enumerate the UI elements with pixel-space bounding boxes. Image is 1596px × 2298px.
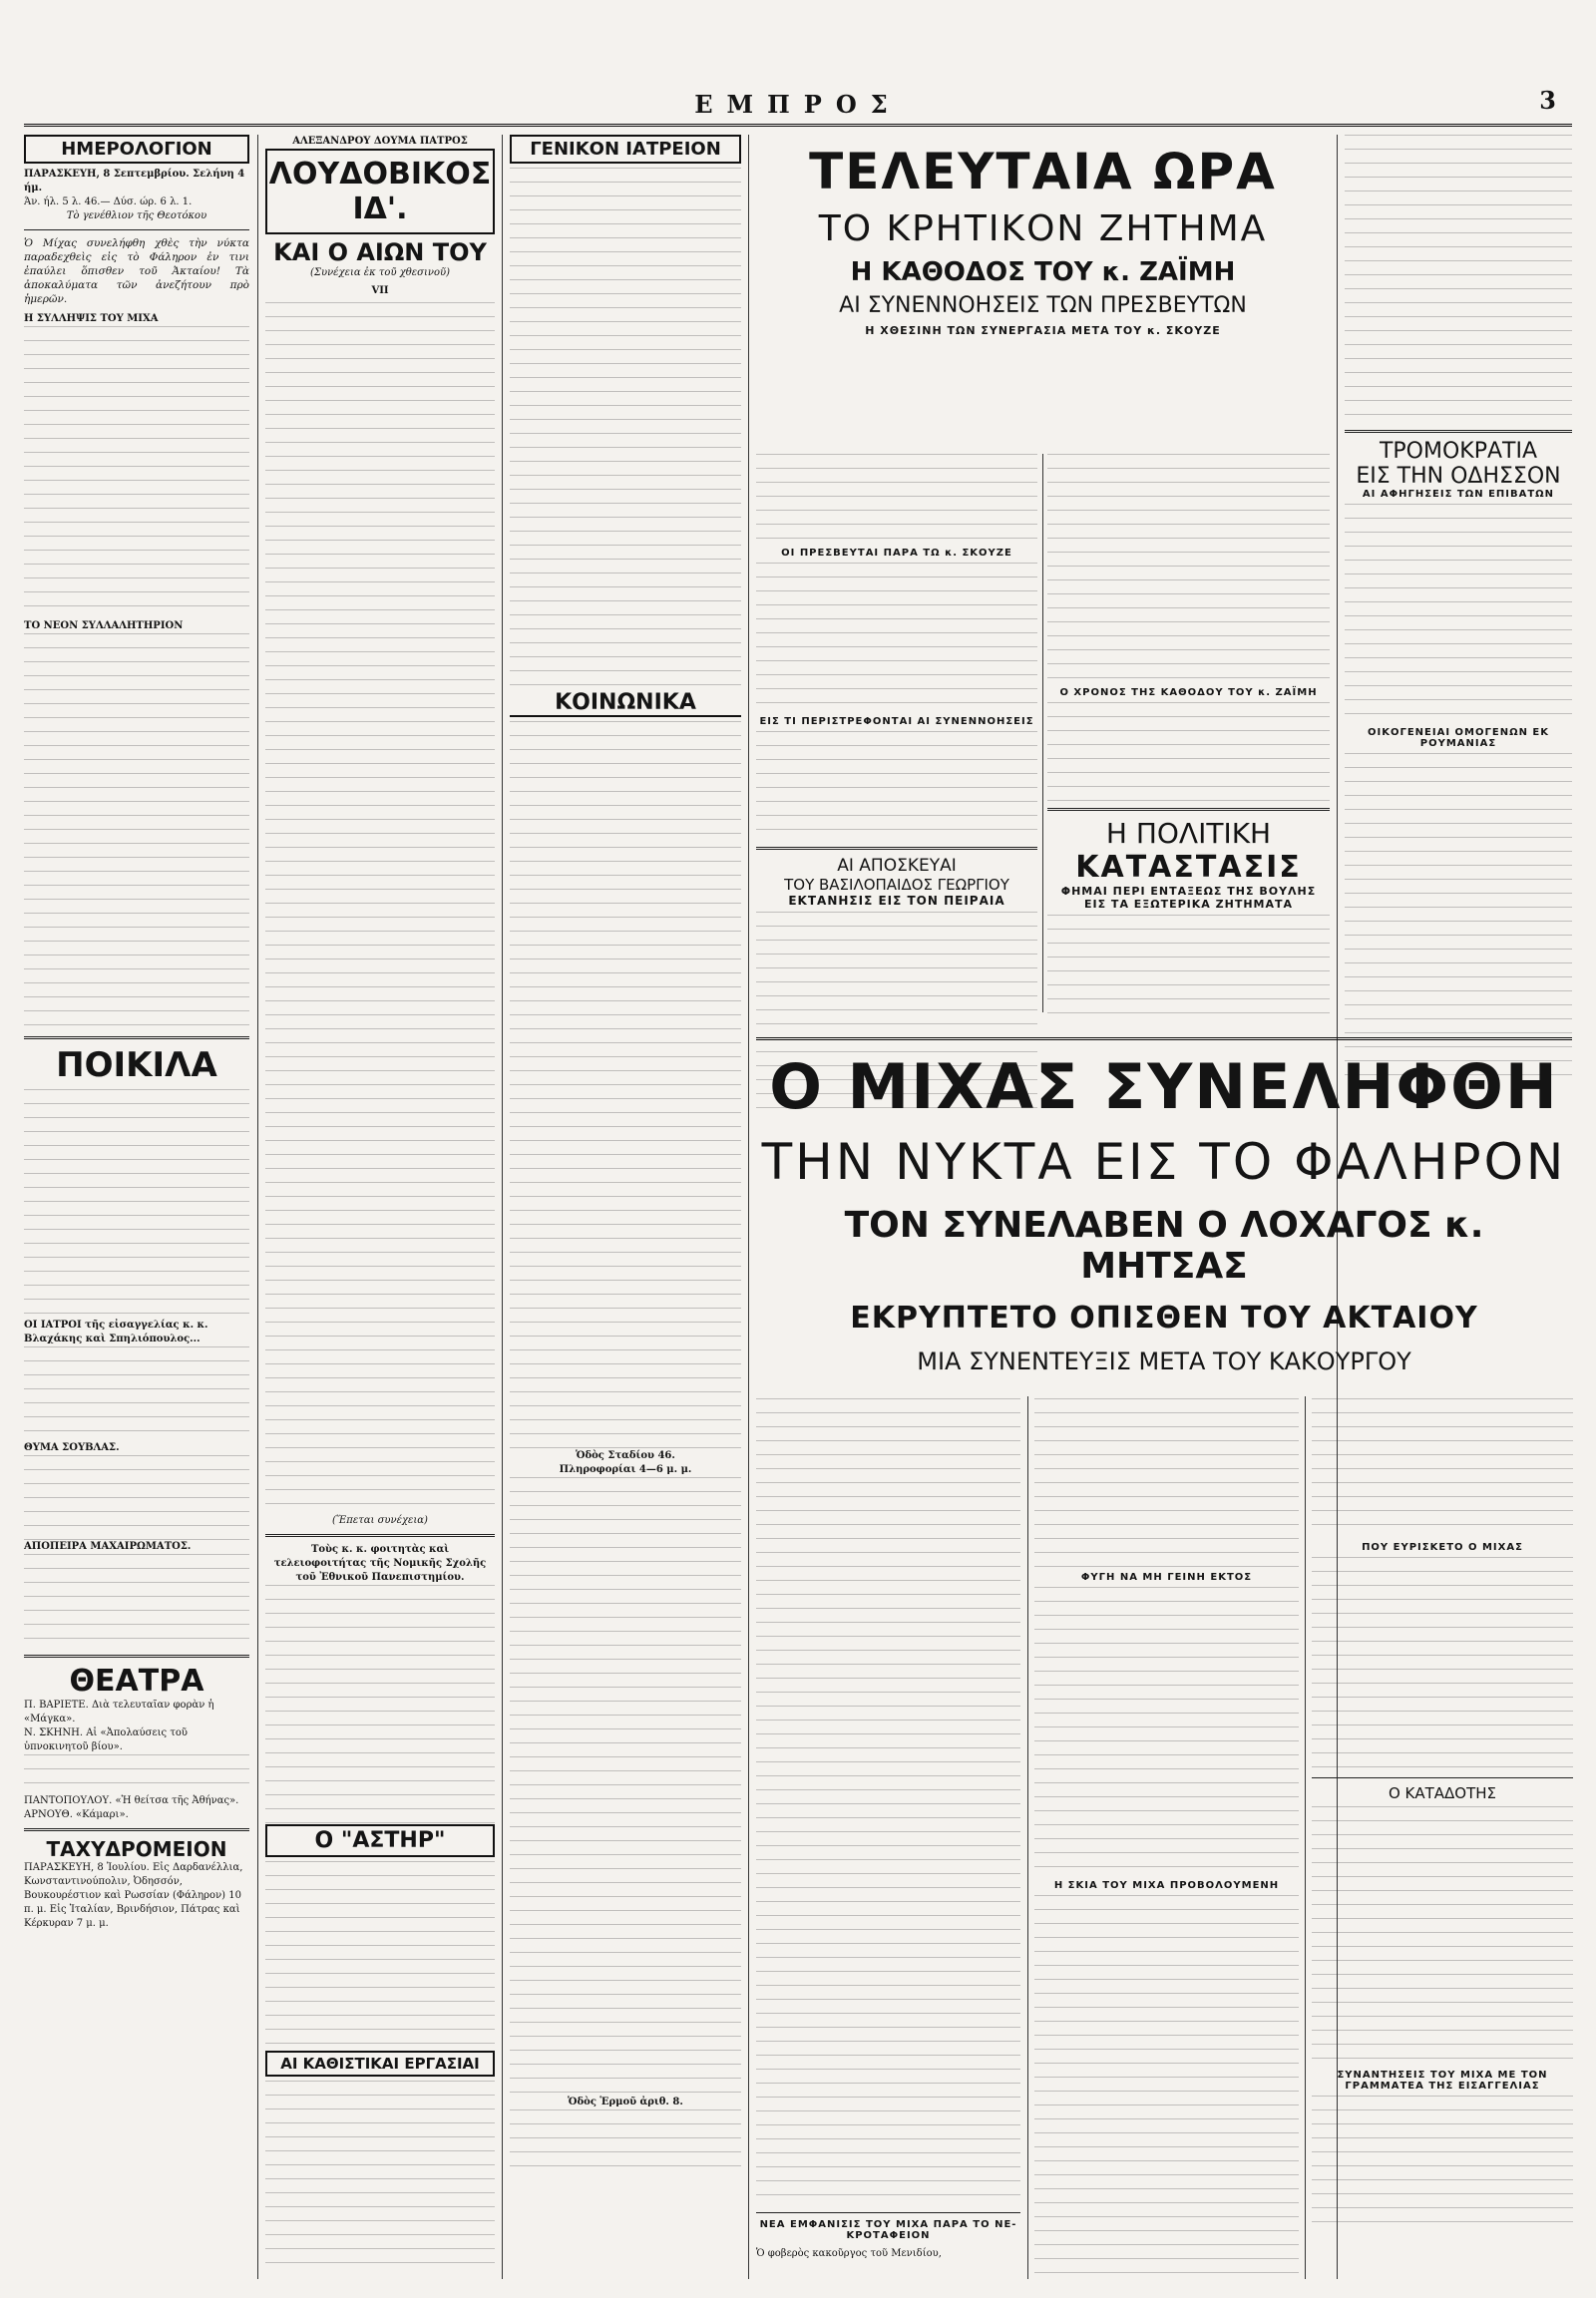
article-text xyxy=(1312,1806,1573,2066)
article-text xyxy=(265,2081,495,2270)
katastasis-headline: ΚΑΤΑΣΤΑΣΙΣ xyxy=(1075,850,1302,885)
article-text xyxy=(265,1585,495,1824)
nea-emfanisis-subhead: ΝΕΑ ΕΜΦΑΝΙΣΙΣ ΤΟΥ ΜΙΧΑ ΠΑΡΑ ΤΟ ΝΕ- ΚΡΟΤΑΦΕΙΟΝ xyxy=(759,2219,1017,2241)
theatra-header: ΘΕΑΤΡΑ xyxy=(69,1664,204,1699)
article-text xyxy=(1345,504,1572,723)
article-text xyxy=(510,168,741,686)
column-arrest-2 xyxy=(1034,1398,1299,2276)
students-notice: Τοὺς κ. κ. φοιτητὰς καὶ τελειοφοιτήτας τῆς Νομικῆς Σχολῆς τοῦ Ἐθνικοῦ Πανεπιστημίου. xyxy=(273,1544,487,1583)
theatre-item: Π. ΒΑΡΙΕΤΕ. Διὰ τελευταῖαν φορὰν ἡ «Μάγκα». xyxy=(24,1700,214,1724)
side-label-rally: ΤΟ ΝΕΟΝ ΣΥΛΛΑΛΗΤΗΡΙΟΝ xyxy=(24,620,184,631)
doctors-note: ΟΙ ΙΑΤΡΟΙ τῆς εἰσαγγελίας κ. κ. Βλαχάκης καὶ Σπηλιόπουλος... xyxy=(24,1320,208,1344)
article-text xyxy=(756,563,1037,712)
divider xyxy=(24,229,249,230)
serial-continued: (Ἕπεται συνέχεια) xyxy=(332,1515,428,1526)
article-text xyxy=(510,1477,741,2096)
calendar-sun: Άν. ήλ. 5 λ. 46.— Δύσ. ώρ. 6 λ. 1. xyxy=(24,196,193,207)
aster-header: Ο "ΑΣΤΗΡ" xyxy=(265,1824,495,1857)
article-text xyxy=(756,1398,1020,2206)
fygh-subhead: ΦΥΓΗ ΝΑ ΜΗ ΓΕΙΝΗ ΕΚΤΟΣ xyxy=(1080,1572,1253,1583)
article-text xyxy=(756,731,1037,841)
kritiko-headline: ΤΟ ΚΡΗΤΙΚΟΝ ΖΗΤΗΜΑ xyxy=(818,208,1268,249)
article-text xyxy=(510,721,741,1449)
divider xyxy=(265,1534,495,1537)
article-text xyxy=(1034,1398,1299,1568)
article-text xyxy=(1345,135,1572,424)
masthead xyxy=(0,0,1596,150)
ekfortosis-subhead: ΕΚΤΑΝΗΣΙΣ ΕΙΣ ΤΟΝ ΠΕΙΡΑΙΑ xyxy=(788,894,1005,908)
serial-title: ΛΟΥΔΟΒΙΚΟΣ ΙΔ'. xyxy=(265,149,495,234)
article-text xyxy=(1047,702,1330,802)
synantiseis-subhead: ΣΥΝΑΝΤΗΣΕΙΣ ΤΟΥ ΜΙΧΑ ΜΕ ΤΟΝ ΓΡΑΜΜΑΤΕΑ ΤΗΣ ΕΙΣΑΓΓΕΛΙΑΣ xyxy=(1337,2070,1548,2092)
serial-text xyxy=(265,302,495,1514)
article-text xyxy=(1312,1398,1573,1538)
column-politiki xyxy=(1047,454,1330,1032)
article-text xyxy=(24,1554,249,1649)
presveftes-subhead: ΟΙ ΠΡΕΣΒΕΥΤΑΙ ΠΑΡΑ ΤΩ κ. ΣΚΟΥΖΕ xyxy=(781,548,1012,559)
politiki-headline: Η ΠΟΛΙΤΙΚΗ xyxy=(1105,817,1272,850)
synergasia-subhead: Η ΧΘΕΣΙΝΗ ΤΩΝ ΣΥΝΕΡΓΑΣΙΑ ΜΕΤΑ ΤΟΥ κ. ΣΚΟΥΖΕ xyxy=(865,324,1221,337)
article-text xyxy=(265,1861,495,2051)
oikogeneiai-subhead: ΟΙΚΟΓΕΝΕΙΑΙ ΟΜΟΓΕΝΩΝ ΕΚ ΡΟΥΜΑΝΙΑΣ xyxy=(1368,727,1549,749)
column-rule xyxy=(748,135,749,2279)
thyma-heading: ΘΥΜΑ ΣΟΥΒΛΑΣ. xyxy=(24,1442,120,1453)
apopeira-heading: ΑΠΟΠΕΙΡΑ ΜΑΧΑΙΡΩΜΑΤΟΣ. xyxy=(24,1541,192,1552)
divider xyxy=(1312,1777,1573,1778)
column-rule xyxy=(502,135,503,2279)
teleftaia-ora-headline: ΤΕΛΕΥΤΑΙΑ ΩΡΑ xyxy=(809,143,1277,200)
theatre-item: Ν. ΣΚΗΝΗ. Αἱ «Ἀπολαύσεις τοῦ ὑπνοκινητοῦ βίου». xyxy=(24,1727,188,1752)
koinonika-header: ΚΟΙΝΩΝΙΚΑ xyxy=(510,690,741,717)
article-text xyxy=(756,454,1037,544)
article-text xyxy=(1312,2096,1573,2225)
katadotis-headline: Ο ΚΑΤΑΔΟΤΗΣ xyxy=(1388,1784,1497,1802)
aposkevai-headline: ΑΙ ΑΠΟΣΚΕΥΑΙ xyxy=(837,856,957,876)
banner-line4: ΕΚΡΥΠΤΕΤΟ ΟΠΙΣΘΕΝ ΤΟΥ ΑΚΤΑΙΟΥ xyxy=(850,1301,1478,1336)
page-number: 3 xyxy=(1539,86,1556,115)
afigiseis-subhead: ΑΙ ΑΦΗΓΗΣΕΙΣ ΤΩΝ ΕΠΙΒΑΤΩΝ xyxy=(1362,489,1555,500)
article-text xyxy=(1047,915,1330,1024)
theatre-item: ΠΑΝΤΟΠΟΥΛΟΥ. «Ἡ θείτσα τῆς Ἀθήνας». xyxy=(24,1795,239,1806)
column-arrest-1 xyxy=(756,1398,1020,2276)
divider xyxy=(24,1036,249,1039)
banner-line1: Ο ΜΙΧΑΣ ΣΥΝΕΛΗΦΘΗ xyxy=(769,1050,1559,1123)
vasilopaidos-headline: ΤΟΥ ΒΑΣΙΛΟΠΑΙΔΟΣ ΓΕΩΡΓΙΟΥ xyxy=(784,876,1009,894)
postal-schedule: ΠΑΡΑΣΚΕΥΗ, 8 Ἰουλίου. Εἰς Δαρδανέλλια, Κωνσταντινούπολιν, Ὀδησσόν, Βουκουρέστιον καὶ Ρωσσίαν (Φάληρον) 10 π. μ. Εἰς Ἰταλίαν, Βρινδήσιον, Πάτρας καὶ Κέρκυραν 7 μ. μ. xyxy=(24,1862,243,1929)
fimai-subhead: ΦΗΜΑΙ ΠΕΡΙ ΕΝΤΑΞΕΩΣ ΤΗΣ ΒΟΥΛΗΣ xyxy=(1060,885,1317,898)
article-text xyxy=(510,2109,741,2179)
serial-sequel-note: (Συνέχεια ἐκ τοῦ χθεσινοῦ) xyxy=(310,267,450,278)
tromokratia-headline: ΤΡΟΜΟΚΡΑΤΙΑ xyxy=(1379,439,1538,464)
column-iatreion xyxy=(510,135,741,2279)
column-rule xyxy=(1027,1396,1028,2279)
article-text xyxy=(1034,1587,1299,1876)
column-serial xyxy=(265,135,495,2279)
michas-banner xyxy=(756,1037,1572,1399)
serial-chapter: VII xyxy=(371,285,389,296)
ermou-address: Ὁδὸς Ἑρμοῦ ἀριθ. 8. xyxy=(568,2097,683,2107)
article-text xyxy=(1047,454,1330,683)
divider xyxy=(756,847,1037,850)
side-label-arrest: Η ΣΥΛΛΗΨΙΣ ΤΟΥ ΜΙΧΑ xyxy=(24,313,159,324)
poikila-header: ΠΟΙΚΙΛΑ xyxy=(56,1045,217,1085)
pou-evrisketo-subhead: ΠΟΥ ΕΥΡΙΣΚΕΤΟ Ο ΜΙΧΑΣ xyxy=(1362,1542,1523,1553)
peristrefontai-subhead: ΕΙΣ ΤΙ ΠΕΡΙΣΤΡΕΦΟΝΤΑΙ ΑΙ ΣΥΝΕΝΝΟΗΣΕΙΣ xyxy=(759,716,1034,727)
column-calendar xyxy=(24,135,249,2279)
intro-text: Ὁ Μίχας συνελήφθη χθὲς τὴν νύκτα παραδεχθεὶς εἰς τὸ Φάληρον ἐν τινι ἐπαύλει ὅπισθεν τοῦ Ἀκταίου! Τὰ ἀποκαλύματα τῶν ἀνεζήτουν πρὸ ἡμερῶν. xyxy=(24,237,249,305)
theatre-item: ΑΡΝΟΥΘ. «Κάμαρι». xyxy=(24,1809,129,1820)
divider xyxy=(1345,430,1572,433)
column-rule xyxy=(1042,454,1043,1012)
kathodos-headline: Η ΚΑΘΟΔΟΣ ΤΟΥ κ. ΖΑΪΜΗ xyxy=(850,257,1236,287)
article-text xyxy=(24,326,249,615)
column-tromokratia xyxy=(1345,135,1572,1082)
exoterika-subhead: ΕΙΣ ΤΑ ΕΞΩΤΕΡΙΚΑ ΖΗΤΗΜΑΤΑ xyxy=(1083,898,1294,911)
calendar-feast: Τὸ γενέθλιον τῆς Θεοτόκου xyxy=(66,210,207,221)
iatreion-hours: Πληροφορίαι 4—6 μ. μ. xyxy=(559,1464,692,1475)
banner-line2: ΤΗΝ ΝΥΚΤΑ ΕΙΣ ΤΟ ΦΑΛΗΡΟΝ xyxy=(761,1133,1567,1191)
article-text xyxy=(1312,1557,1573,1771)
divider xyxy=(24,1828,249,1831)
article-text xyxy=(24,1754,249,1794)
serial-author: ΑΛΕΞΑΝΔΡΟΥ ΔΟΥΜΑ ΠΑΤΡΟΣ xyxy=(292,136,468,147)
iatreion-header: ΓΕΝΙΚΟΝ ΙΑΤΡΕΙΟΝ xyxy=(510,135,741,164)
article-text xyxy=(1345,753,1572,1082)
article-text xyxy=(24,1346,249,1441)
divider xyxy=(24,1655,249,1658)
article-text xyxy=(24,633,249,1030)
chronos-subhead: Ο ΧΡΟΝΟΣ ΤΗΣ ΚΑΘΟΔΟΥ ΤΟΥ κ. ΖΑΪΜΗ xyxy=(1059,687,1318,698)
synennoiseis-headline: ΑΙ ΣΥΝΕΝΝΟΗΣΕΙΣ ΤΩΝ ΠΡΕΣΒΕΥΤΩΝ xyxy=(839,293,1247,318)
iatreion-address: Ὁδὸς Σταδίου 46. xyxy=(576,1450,675,1461)
column-arrest-3 xyxy=(1312,1398,1573,2276)
divider xyxy=(1047,808,1330,811)
masthead-rule xyxy=(24,124,1572,127)
article-text xyxy=(24,1089,249,1319)
skia-subhead: Η ΣΚΙΑ ΤΟΥ ΜΙΧΑ ΠΡΟΒΟΛΟΥΜΕΝΗ xyxy=(1053,1880,1280,1891)
banner-line5: ΜΙΑ ΣΥΝΕΝΤΕΥΞΙΣ ΜΕΤΑ ΤΟΥ ΚΑΚΟΥΡΓΟΥ xyxy=(917,1347,1411,1375)
article-text xyxy=(24,1455,249,1540)
calendar-header: ΗΜΕΡΟΛΟΓΙΟΝ xyxy=(24,135,249,164)
serial-subtitle: ΚΑΙ Ο ΑΙΩΝ ΤΟΥ xyxy=(273,238,487,266)
divider xyxy=(756,2212,1020,2213)
newspaper-title: ΕΜΠΡΟΣ xyxy=(694,90,902,119)
taxydromeion-header: ΤΑΧΥΔΡΟΜΕΙΟΝ xyxy=(46,1837,227,1861)
column-rule xyxy=(1305,1396,1306,2279)
odisson-headline: ΕΙΣ ΤΗΝ ΟΔΗΣΣΟΝ xyxy=(1356,464,1561,489)
kathistikai-header: ΑΙ ΚΑΘΙΣΤΙΚΑΙ ΕΡΓΑΣΙΑΙ xyxy=(265,2051,495,2077)
article-text xyxy=(1034,1895,1299,2274)
closing-quote: Ὁ φοβερὸς κακοῦργος τοῦ Μενιδίου, xyxy=(756,2248,942,2259)
calendar-date: ΠΑΡΑΣΚΕΥΗ, 8 Σεπτεμβρίου. Σελήνη 4 ήμ. xyxy=(24,169,245,193)
banner-line3: ΤΟΝ ΣΥΝΕΛΑΒΕΝ Ο ΛΟΧΑΓΟΣ κ. ΜΗΤΣΑΣ xyxy=(844,1205,1484,1287)
column-rule xyxy=(257,135,258,2279)
